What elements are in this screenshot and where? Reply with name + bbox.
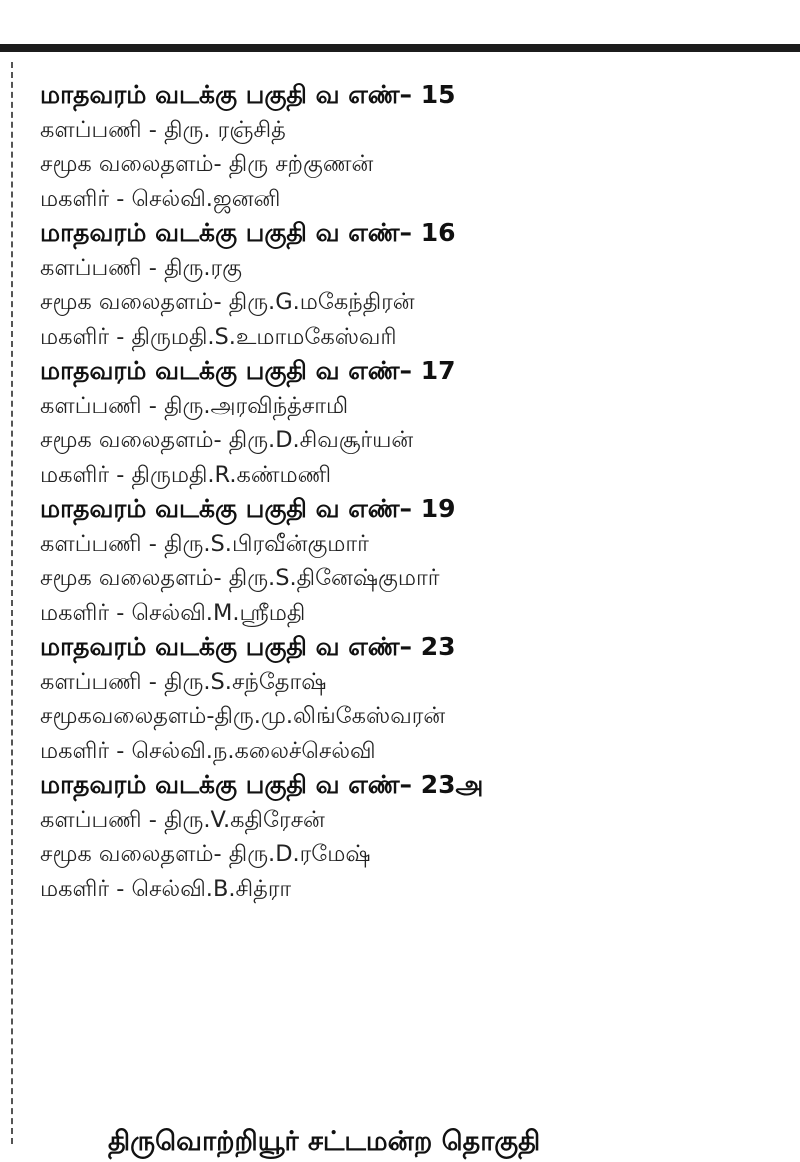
field-work-entry: களப்பணி - திரு.அரவிந்த்சாமி	[40, 392, 349, 419]
social-media-entry: சமூக வலைதளம்- திரு.D.சிவசூர்யன்	[40, 427, 414, 453]
top-rule	[0, 44, 800, 52]
women-wing-entry: மகளிர் - செல்வி.ஜனனி	[40, 185, 281, 212]
women-wing-entry: மகளிர் - செல்வி.M.ஸ்ரீமதி	[40, 599, 306, 626]
section-heading: மாதவரம் வடக்கு பகுதி வ எண்– 19	[40, 494, 456, 523]
section-heading: மாதவரம் வடக்கு பகுதி வ எண்– 23அ	[40, 770, 484, 799]
roster-list	[40, 78, 790, 906]
dashed-border	[11, 62, 13, 1144]
women-wing-entry: மகளிர் - திருமதி.S.உமாமகேஸ்வரி	[40, 323, 397, 350]
section-heading: மாதவரம் வடக்கு பகுதி வ எண்– 15	[40, 80, 456, 109]
social-media-entry: சமூகவலைதளம்-திரு.மு.லிங்கேஸ்வரன்	[40, 703, 446, 729]
social-media-entry: சமூக வலைதளம்- திரு.D.ரமேஷ்	[40, 841, 371, 867]
next-section-heading: திருவொற்றியூர் சட்டமன்ற தொகுதி	[108, 1126, 541, 1157]
field-work-entry: களப்பணி - திரு.V.கதிரேசன்	[40, 806, 325, 833]
social-media-entry: சமூக வலைதளம்- திரு சற்குணன்	[40, 151, 374, 177]
women-wing-entry: மகளிர் - செல்வி.ந.கலைச்செல்வி	[40, 737, 376, 764]
section-heading: மாதவரம் வடக்கு பகுதி வ எண்– 23	[40, 632, 456, 661]
field-work-entry: களப்பணி - திரு.S.சந்தோஷ்	[40, 668, 327, 695]
section-heading: மாதவரம் வடக்கு பகுதி வ எண்– 16	[40, 218, 456, 247]
women-wing-entry: மகளிர் - திருமதி.R.கண்மணி	[40, 461, 332, 488]
section-heading: மாதவரம் வடக்கு பகுதி வ எண்– 17	[40, 356, 456, 385]
field-work-entry: களப்பணி - திரு. ரஞ்சித்	[40, 116, 286, 143]
field-work-entry: களப்பணி - திரு.S.பிரவீன்குமார்	[40, 530, 369, 557]
social-media-entry: சமூக வலைதளம்- திரு.G.மகேந்திரன்	[40, 289, 415, 315]
women-wing-entry: மகளிர் - செல்வி.B.சித்ரா	[40, 875, 292, 902]
field-work-entry: களப்பணி - திரு.ரகு	[40, 254, 242, 281]
social-media-entry: சமூக வலைதளம்- திரு.S.தினேஷ்குமார்	[40, 565, 440, 591]
